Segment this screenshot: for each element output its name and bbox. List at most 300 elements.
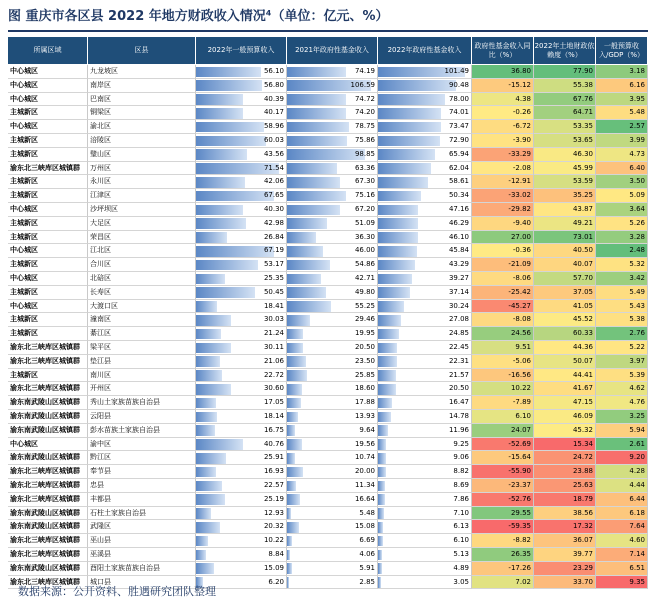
table-cell: 2.61: [596, 438, 648, 452]
cell-value: 20.50: [354, 343, 375, 351]
table-cell: 5.38: [596, 313, 648, 327]
value-bar: [287, 439, 302, 450]
table-cell: [378, 272, 472, 286]
table-cell: [287, 576, 378, 590]
table-row: [8, 327, 648, 341]
table-cell: [196, 106, 287, 120]
cell-value: 73.47: [448, 122, 469, 131]
table-cell: [378, 369, 472, 383]
table-cell: 城口县: [88, 576, 196, 590]
table-cell: -33.29: [472, 148, 534, 162]
table-cell: 云阳县: [88, 410, 196, 424]
table-cell: 49.21: [534, 217, 596, 231]
table-row: [8, 534, 648, 548]
cell-value: 9.25: [453, 439, 469, 448]
table-cell: [196, 148, 287, 162]
table-cell: 6.10: [472, 410, 534, 424]
table-cell: 57.70: [534, 272, 596, 286]
cell-value: 56.80: [263, 80, 284, 89]
table-row: [8, 203, 648, 217]
table-cell: [196, 548, 287, 562]
cell-value: 74.01: [448, 108, 469, 117]
table-cell: [196, 244, 287, 258]
table-cell: 43.87: [534, 203, 596, 217]
value-bar: [378, 191, 421, 202]
value-bar: [196, 287, 255, 298]
table-cell: 23.88: [534, 465, 596, 479]
value-bar: [287, 108, 346, 119]
table-cell: 24.56: [472, 327, 534, 341]
cell-value: 62.04: [448, 163, 469, 172]
table-cell: 9.20: [596, 451, 648, 465]
cell-value: 74.19: [354, 67, 375, 75]
cell-value: 30.03: [263, 315, 284, 324]
value-bar: [378, 356, 397, 367]
table-cell: [196, 424, 287, 438]
table-cell: 24.07: [472, 424, 534, 438]
cell-value: 10.74: [354, 453, 375, 462]
table-cell: [378, 106, 472, 120]
table-cell: 7.02: [472, 576, 534, 590]
value-bar: [378, 550, 382, 561]
table-cell: 5.94: [596, 424, 648, 438]
table-cell: 4.38: [472, 93, 534, 107]
header-cell: 2021年政府性基金收入: [287, 37, 378, 64]
table-row: [8, 396, 648, 410]
value-bar: [196, 425, 215, 436]
table-cell: [196, 79, 287, 93]
table-cell: 江北区: [88, 244, 196, 258]
table-cell: [287, 272, 378, 286]
cell-value: 46.00: [354, 246, 375, 255]
table-cell: -25.42: [472, 286, 534, 300]
cell-value: 71.54: [263, 163, 284, 172]
table-cell: 主城新区: [8, 106, 88, 120]
table-cell: [378, 134, 472, 148]
cell-value: 72.90: [448, 136, 469, 144]
cell-value: 22.72: [263, 370, 284, 379]
table-cell: 5.09: [596, 189, 648, 203]
value-bar: [378, 412, 391, 423]
cell-value: 25.35: [263, 274, 284, 282]
table-cell: 27.00: [472, 231, 534, 245]
value-bar: [287, 453, 295, 464]
table-cell: -33.02: [472, 189, 534, 203]
value-bar: [378, 536, 383, 547]
table-row: [8, 410, 648, 424]
cell-value: 20.50: [448, 384, 469, 393]
table-cell: [196, 134, 287, 148]
cell-value: 40.17: [263, 108, 284, 117]
cell-value: 6.13: [453, 522, 469, 531]
table-cell: 18.79: [534, 493, 596, 507]
table-row: [8, 217, 648, 231]
value-bar: [196, 177, 245, 188]
table-cell: 渝东北三峡库区城镇群: [8, 479, 88, 493]
table-cell: [378, 341, 472, 355]
cell-value: 67.30: [354, 177, 375, 186]
value-bar: [378, 398, 392, 409]
value-bar: [378, 343, 397, 354]
table-cell: [196, 355, 287, 369]
cell-value: 30.60: [263, 384, 284, 393]
table-cell: [196, 396, 287, 410]
value-bar: [196, 191, 274, 202]
table-cell: 6.18: [596, 507, 648, 521]
cell-value: 30.11: [263, 343, 284, 351]
table-cell: 3.97: [596, 355, 648, 369]
table-cell: [196, 534, 287, 548]
table-cell: 中心城区: [8, 300, 88, 314]
title-rule: [8, 30, 648, 32]
cell-value: 2.85: [359, 577, 375, 586]
table-cell: 45.32: [534, 424, 596, 438]
source-note: 数据来源：公开资料、胜遇研究团队整理: [18, 585, 216, 598]
table-cell: [378, 438, 472, 452]
table-cell: 奉节县: [88, 465, 196, 479]
table-cell: 中心城区: [8, 203, 88, 217]
cell-value: 58.61: [448, 177, 469, 186]
table-cell: 丰都县: [88, 493, 196, 507]
table-cell: 3.28: [596, 231, 648, 245]
cell-value: 22.45: [448, 343, 469, 351]
table-cell: [287, 162, 378, 176]
cell-value: 8.69: [453, 481, 469, 489]
value-bar: [378, 205, 418, 216]
value-bar: [287, 425, 295, 436]
table-cell: 涪陵区: [88, 134, 196, 148]
table-cell: 3.99: [596, 134, 648, 148]
cell-value: 67.65: [263, 191, 284, 200]
cell-value: 75.86: [354, 136, 375, 144]
cell-value: 16.93: [263, 467, 284, 476]
value-bar: [378, 260, 415, 271]
value-bar: [378, 522, 383, 533]
table-cell: [287, 120, 378, 134]
table-cell: [287, 244, 378, 258]
table-cell: -8.82: [472, 534, 534, 548]
table-cell: [378, 300, 472, 314]
table-cell: 5.26: [596, 217, 648, 231]
value-bar: [196, 80, 262, 91]
table-cell: -15.12: [472, 79, 534, 93]
table-cell: [378, 189, 472, 203]
table-cell: -21.09: [472, 258, 534, 272]
table-cell: 6.40: [596, 162, 648, 176]
table-cell: [378, 520, 472, 534]
cell-value: 98.85: [354, 149, 375, 158]
cell-value: 67.19: [263, 246, 284, 255]
cell-value: 47.16: [448, 205, 469, 213]
value-bar: [287, 232, 316, 243]
table-cell: 55.38: [534, 79, 596, 93]
table-cell: 巴南区: [88, 93, 196, 107]
cell-value: 6.10: [453, 536, 469, 545]
value-bar: [287, 481, 296, 492]
cell-value: 51.09: [354, 218, 375, 227]
table-cell: [287, 548, 378, 562]
table-cell: 3.50: [596, 175, 648, 189]
value-bar: [287, 315, 310, 326]
table-cell: 中心城区: [8, 244, 88, 258]
value-bar: [196, 494, 225, 505]
table-row: [8, 369, 648, 383]
value-bar: [196, 522, 220, 533]
table-row: [8, 562, 648, 576]
value-bar: [378, 232, 418, 243]
value-bar: [196, 94, 243, 105]
table-cell: 5.32: [596, 258, 648, 272]
table-cell: [196, 520, 287, 534]
cell-value: 43.56: [263, 149, 284, 158]
cell-value: 27.08: [448, 315, 469, 324]
table-cell: [287, 507, 378, 521]
cell-value: 15.08: [354, 522, 375, 531]
table-cell: -15.64: [472, 451, 534, 465]
table-row: [8, 493, 648, 507]
cell-value: 36.30: [354, 232, 375, 241]
cell-value: 6.69: [359, 536, 375, 545]
value-bar: [287, 563, 292, 574]
value-bar: [287, 508, 291, 519]
value-bar: [287, 494, 300, 505]
cell-value: 40.76: [263, 439, 284, 448]
cell-value: 8.84: [268, 550, 284, 558]
table-cell: 47.15: [534, 396, 596, 410]
table-cell: 4.76: [596, 396, 648, 410]
value-bar: [196, 508, 211, 519]
table-cell: 77.90: [534, 65, 596, 79]
value-bar: [378, 218, 418, 229]
table-cell: 中心城区: [8, 438, 88, 452]
table-cell: 大渡口区: [88, 300, 196, 314]
table-cell: -0.26: [472, 106, 534, 120]
table-cell: 渝北区: [88, 120, 196, 134]
table-cell: 巫溪县: [88, 548, 196, 562]
table-cell: 33.70: [534, 576, 596, 590]
table-cell: -2.08: [472, 162, 534, 176]
table-cell: 6.51: [596, 562, 648, 576]
table-cell: [196, 465, 287, 479]
table-cell: 40.50: [534, 244, 596, 258]
table-cell: [287, 341, 378, 355]
cell-value: 7.10: [453, 508, 469, 517]
table-cell: 主城新区: [8, 369, 88, 383]
cell-value: 53.17: [263, 260, 284, 269]
table-cell: 5.48: [596, 106, 648, 120]
table-row: [8, 465, 648, 479]
table-cell: 璧山区: [88, 148, 196, 162]
value-bar: [378, 177, 428, 188]
table-cell: 15.34: [534, 438, 596, 452]
cell-value: 17.88: [354, 398, 375, 407]
table-cell: 九龙坡区: [88, 65, 196, 79]
table-cell: 73.01: [534, 231, 596, 245]
table-cell: [196, 479, 287, 493]
value-bar: [287, 329, 303, 340]
cell-value: 106.59: [350, 80, 375, 89]
value-bar: [378, 425, 388, 436]
cell-value: 16.64: [354, 494, 375, 503]
table-cell: 主城新区: [8, 313, 88, 327]
cell-value: 9.64: [359, 425, 375, 434]
value-bar: [196, 467, 216, 478]
table-cell: 沙坪坝区: [88, 203, 196, 217]
table-cell: -8.06: [472, 272, 534, 286]
value-bar: [287, 246, 323, 257]
table-cell: [378, 120, 472, 134]
cell-value: 40.30: [263, 205, 284, 213]
table-cell: 4.28: [596, 465, 648, 479]
value-bar: [196, 384, 231, 395]
table-row: [8, 520, 648, 534]
table-cell: 中心城区: [8, 65, 88, 79]
value-bar: [196, 122, 264, 133]
header-cell: 2022年土地财政依赖度（%）: [534, 37, 596, 64]
table-cell: [378, 244, 472, 258]
cell-value: 56.10: [263, 67, 284, 75]
value-bar: [196, 453, 226, 464]
table-cell: 26.35: [472, 548, 534, 562]
cell-value: 74.72: [354, 94, 375, 103]
table-cell: [378, 203, 472, 217]
table-cell: 酉阳土家族苗族自治县: [88, 562, 196, 576]
table-cell: [287, 369, 378, 383]
table-cell: 5.49: [596, 286, 648, 300]
table-cell: [196, 438, 287, 452]
value-bar: [287, 550, 290, 561]
cell-value: 6.20: [268, 577, 284, 586]
cell-value: 20.00: [354, 467, 375, 476]
value-bar: [287, 356, 306, 367]
value-bar: [196, 218, 246, 229]
table-cell: [287, 300, 378, 314]
value-bar: [378, 94, 445, 105]
table-row: [8, 162, 648, 176]
value-bar: [287, 122, 349, 133]
value-bar: [287, 177, 340, 188]
table-cell: 60.33: [534, 327, 596, 341]
table-cell: [378, 479, 472, 493]
table-cell: 41.67: [534, 382, 596, 396]
table-cell: [196, 300, 287, 314]
cell-value: 15.09: [263, 563, 284, 572]
value-bar: [287, 343, 303, 354]
value-bar: [378, 329, 399, 340]
value-bar: [287, 370, 307, 381]
value-bar: [378, 563, 382, 574]
cell-value: 3.05: [453, 577, 469, 586]
table-cell: [378, 162, 472, 176]
table-cell: [196, 162, 287, 176]
table-row: [8, 148, 648, 162]
table-cell: 渝东北三峡库区城镇群: [8, 355, 88, 369]
table-cell: [378, 65, 472, 79]
cell-value: 78.75: [354, 122, 375, 131]
page-title: 图 重庆市各区县 2022 年地方财政收入情况⁴（单位：亿元、%）: [8, 9, 389, 24]
table-cell: [287, 189, 378, 203]
value-bar: [196, 274, 225, 285]
table-row: [8, 313, 648, 327]
table-cell: [287, 410, 378, 424]
value-bar: [287, 94, 346, 105]
table-row: [8, 341, 648, 355]
value-bar: [287, 287, 326, 298]
table-cell: 武隆区: [88, 520, 196, 534]
table-cell: 黔江区: [88, 451, 196, 465]
cell-value: 58.96: [263, 122, 284, 131]
table-cell: 渝东南武陵山区城镇群: [8, 424, 88, 438]
table-cell: [378, 576, 472, 590]
table-cell: 渝东北三峡库区城镇群: [8, 341, 88, 355]
table-cell: 44.36: [534, 341, 596, 355]
cell-value: 18.41: [263, 301, 284, 310]
table-cell: 南川区: [88, 369, 196, 383]
value-bar: [196, 67, 261, 78]
table-cell: 4.60: [596, 534, 648, 548]
table-cell: -12.91: [472, 175, 534, 189]
value-bar: [196, 108, 243, 119]
cell-value: 22.31: [448, 356, 469, 365]
table-cell: 秀山土家族苗族自治县: [88, 396, 196, 410]
table-cell: 中心城区: [8, 120, 88, 134]
cell-value: 11.96: [448, 425, 469, 434]
table-cell: [287, 313, 378, 327]
table-cell: [287, 175, 378, 189]
table-cell: 渝东北三峡库区城镇群: [8, 548, 88, 562]
header-cell: 政府性基金收入同比（%）: [472, 37, 534, 64]
table-cell: [378, 79, 472, 93]
table-cell: 永川区: [88, 175, 196, 189]
header-cell: 所属区域: [8, 37, 88, 64]
table-cell: 主城新区: [8, 258, 88, 272]
table-cell: 巫山县: [88, 534, 196, 548]
cell-value: 10.22: [263, 536, 284, 545]
cell-value: 13.93: [354, 412, 375, 420]
table-cell: [287, 465, 378, 479]
table-row: [8, 106, 648, 120]
cell-value: 5.48: [359, 508, 375, 517]
value-bar: [196, 315, 231, 326]
table-cell: 3.95: [596, 93, 648, 107]
table-cell: [287, 286, 378, 300]
table-cell: 渝中区: [88, 438, 196, 452]
table-cell: -23.37: [472, 479, 534, 493]
value-bar: [378, 274, 412, 285]
table-cell: [378, 327, 472, 341]
table-cell: 25.63: [534, 479, 596, 493]
table-cell: 9.51: [472, 341, 534, 355]
value-bar: [378, 577, 381, 588]
table-cell: 渝东北三峡库区城镇群: [8, 493, 88, 507]
cell-value: 8.82: [453, 467, 469, 476]
table-cell: 中心城区: [8, 93, 88, 107]
cell-value: 74.20: [354, 108, 375, 117]
table-cell: [196, 327, 287, 341]
table-cell: [287, 493, 378, 507]
value-bar: [196, 343, 231, 354]
table-row: [8, 120, 648, 134]
table-cell: 渝东北三峡库区城镇群: [8, 162, 88, 176]
value-bar: [287, 274, 321, 285]
table-cell: [378, 507, 472, 521]
table-cell: 3.25: [596, 410, 648, 424]
table-cell: [196, 272, 287, 286]
table-cell: -9.40: [472, 217, 534, 231]
table-cell: 36.07: [534, 534, 596, 548]
cell-value: 26.84: [263, 232, 284, 241]
table-cell: 长寿区: [88, 286, 196, 300]
